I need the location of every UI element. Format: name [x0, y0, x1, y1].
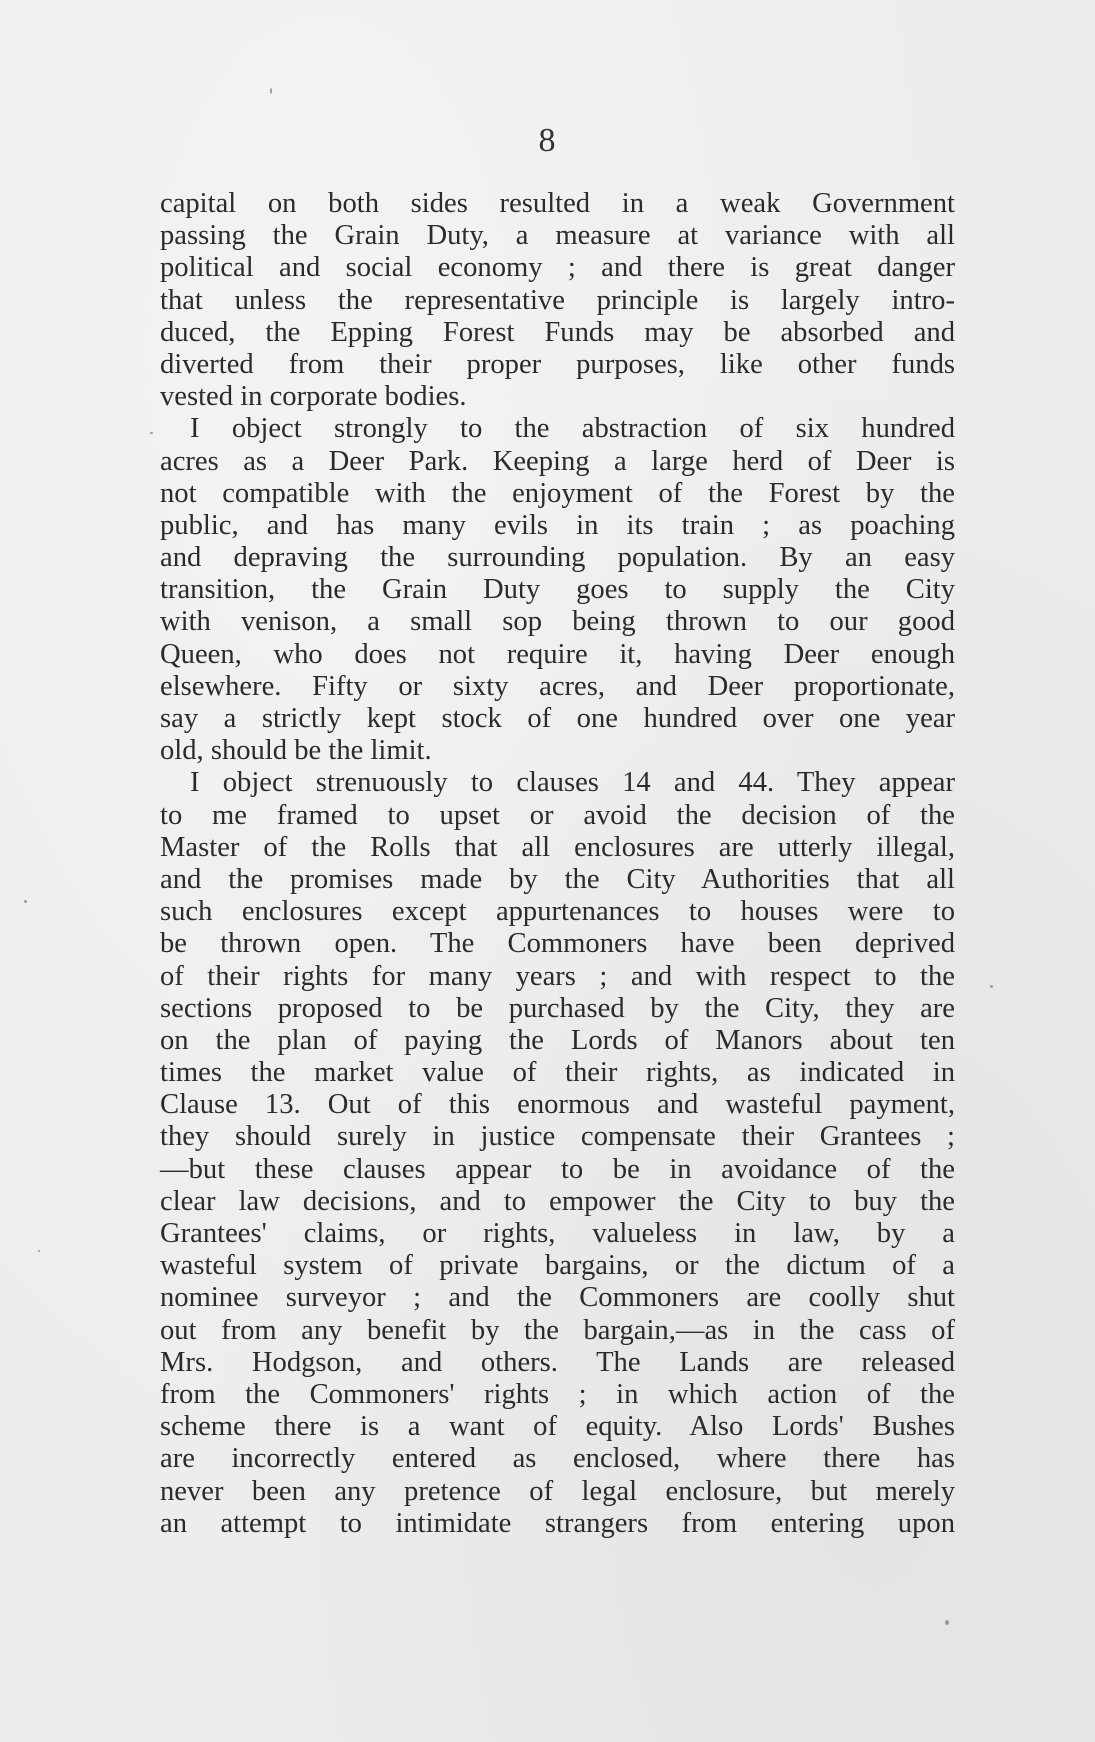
text-line: such enclosures except appurtenances to houses were to [160, 896, 955, 928]
paper-speck [270, 88, 272, 94]
paper-speck [24, 900, 27, 903]
text-line: sections proposed to be purchased by the City, they are [160, 992, 955, 1024]
text-line: acres as a Deer Park. Keeping a large herd of Deer is [160, 445, 955, 477]
text-line: scheme there is a want of equity. Also Lords' Bushes [160, 1411, 955, 1443]
text-line: on the plan of paying the Lords of Manors about ten [160, 1024, 955, 1056]
text-line: passing the Grain Duty, a measure at variance with all [160, 220, 955, 252]
text-line: I object strongly to the abstraction of six hundred [190, 413, 955, 445]
text-line: an attempt to intimidate strangers from entering upon [160, 1507, 955, 1539]
text-line: Mrs. Hodgson, and others. The Lands are released [160, 1346, 955, 1378]
paper-speck [38, 1250, 40, 1252]
text-line: from the Commoners' rights ; in which action of the [160, 1378, 955, 1410]
text-line: old, should be the limit. [160, 735, 432, 767]
text-line: and the promises made by the City Authorities that all [160, 863, 955, 895]
text-line: be thrown open. The Commoners have been deprived [160, 928, 955, 960]
text-line: diverted from their proper purposes, like other funds [160, 348, 955, 380]
text-line: capital on both sides resulted in a weak Government [160, 188, 955, 219]
text-line: vested in corporate bodies. [160, 381, 467, 413]
text-line: not compatible with the enjoyment of the Forest by the [160, 477, 955, 509]
text-line: with venison, a small sop being thrown to our good [160, 606, 955, 638]
text-line: that unless the representative principle is largely intro- [160, 284, 955, 316]
text-line: Queen, who does not require it, having Deer enough [160, 638, 955, 670]
paragraph [160, 413, 955, 767]
paper-speck [990, 985, 993, 988]
text-line: —but these clauses appear to be in avoidance of the [160, 1153, 955, 1185]
text-line: of their rights for many years ; and with respect to the [160, 960, 955, 992]
text-line: are incorrectly entered as enclosed, where there has [160, 1443, 955, 1475]
page-number: 8 [538, 122, 557, 159]
text-line: wasteful system of private bargains, or the dictum of a [160, 1250, 955, 1282]
paragraph [160, 188, 955, 413]
text-line: duced, the Epping Forest Funds may be absorbed and [160, 316, 955, 348]
text-line: I object strenuously to clauses 14 and 44. They appear [190, 767, 955, 799]
text-line: nominee surveyor ; and the Commoners are coolly shut [160, 1282, 955, 1314]
body-text [160, 188, 955, 1540]
text-line: elsewhere. Fifty or sixty acres, and Deer proportionate, [160, 670, 955, 702]
text-line: Clause 13. Out of this enormous and wasteful payment, [160, 1089, 955, 1121]
paragraph [160, 767, 955, 1540]
text-line: they should surely in justice compensate their Grantees ; [160, 1121, 955, 1153]
paper-speck [945, 1620, 949, 1625]
text-line: transition, the Grain Duty goes to supply the City [160, 574, 955, 606]
text-line: Grantees' claims, or rights, valueless in law, by a [160, 1218, 955, 1249]
text-line: clear law decisions, and to empower the City to buy the [160, 1185, 955, 1217]
text-line: never been any pretence of legal enclosure, but merely [160, 1475, 955, 1507]
text-line: out from any benefit by the bargain,—as in the cass of [160, 1314, 955, 1346]
text-line: to me framed to upset or avoid the decision of the [160, 799, 955, 831]
text-line: times the market value of their rights, as indicated in [160, 1057, 955, 1089]
text-line: political and social economy ; and there is great danger [160, 252, 955, 284]
text-line: and depraving the surrounding population. By an easy [160, 542, 955, 574]
text-line: say a strictly kept stock of one hundred over one year [160, 703, 955, 734]
text-line: Master of the Rolls that all enclosures are utterly illegal, [160, 831, 955, 863]
text-line: public, and has many evils in its train ; as poaching [160, 509, 955, 541]
paper-speck [150, 432, 153, 434]
